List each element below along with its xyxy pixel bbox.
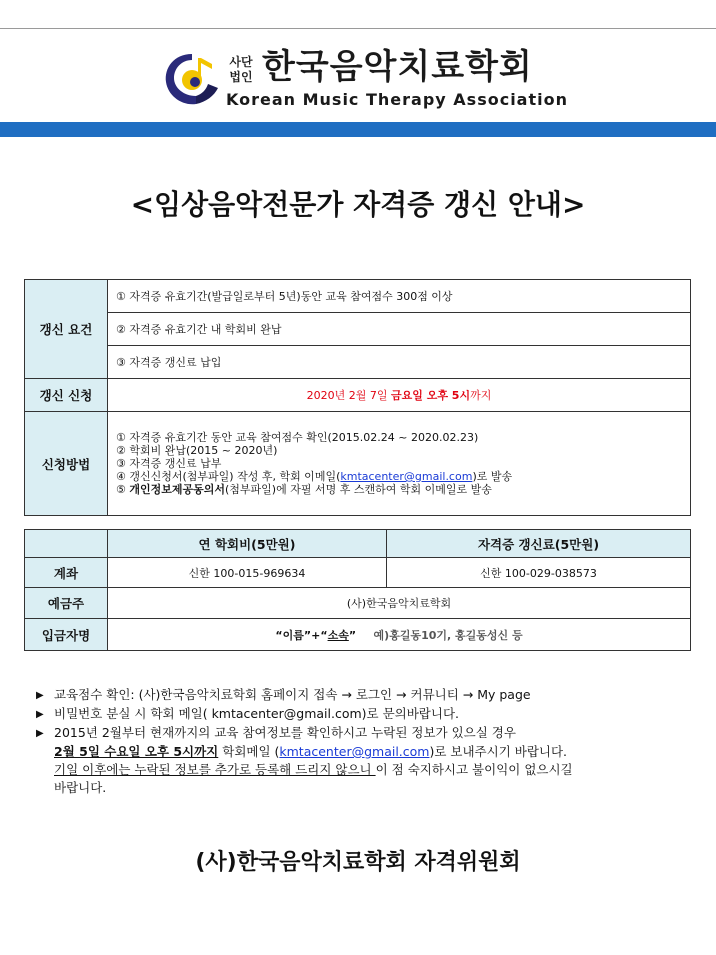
org-prefix	[226, 55, 256, 85]
renewal-info-table	[24, 279, 691, 516]
method-steps	[108, 412, 691, 516]
music-note-logo-icon	[162, 50, 224, 108]
email-link[interactable]: kmtacenter@gmail.com	[279, 744, 430, 759]
org-prefix-line2: 법인	[229, 70, 253, 84]
depositor-affiliation-part: 소속	[327, 628, 349, 642]
triangle-right-icon: ▶	[36, 690, 44, 701]
method-step-4-prefix: ④ 갱신신청서(첨부파일) 작성 후, 학회 이메일(	[116, 470, 341, 483]
depositor-label: 입금자명	[25, 619, 108, 651]
depositor-quote-close: ”	[348, 628, 357, 642]
deadline-suffix: 까지	[470, 389, 492, 402]
notes-section	[36, 686, 686, 797]
page-title: <임상음악전문가 자격증 갱신 안내>	[130, 188, 586, 221]
account-label: 계좌	[25, 558, 108, 588]
note-3-rest: 이 점 숙지하시고 불이익이 없으시길	[375, 762, 573, 777]
note-3-deadline-line	[36, 743, 686, 761]
triangle-right-icon: ▶	[36, 709, 44, 720]
method-step-2: ② 학회비 완납(2015 ~ 2020년)	[116, 444, 278, 457]
deadline-date: 2020년 2월 7일	[306, 389, 391, 402]
renewal-fee-header: 자격증 갱신료(5만원)	[387, 530, 691, 558]
note-3-warning: 기일 이후에는 누락된 정보를 추가로 등록해 드리지 않으니	[54, 762, 376, 777]
method-step-4	[116, 470, 682, 483]
method-step-3: ③ 자격증 갱신료 납부	[116, 457, 222, 470]
membership-account: 신한 100-015-969634	[108, 558, 387, 588]
email-link[interactable]: kmtacenter@gmail.com	[340, 470, 473, 483]
payment-header-blank	[25, 530, 108, 558]
note-item-2	[36, 705, 686, 724]
holder-label: 예금주	[25, 588, 108, 619]
triangle-right-icon: ▶	[36, 728, 44, 739]
renewal-account: 신한 100-029-038573	[387, 558, 691, 588]
depositor-format	[108, 619, 691, 651]
application-label: 갱신 신청	[25, 379, 108, 412]
note-3-warning-line	[36, 761, 686, 779]
note-3-mid: 학회메일 (	[218, 744, 280, 759]
note-3-deadline: 2월 5일 수요일 오후 5시까지	[54, 744, 219, 759]
header-color-band	[0, 122, 716, 137]
payment-table	[24, 529, 691, 651]
org-prefix-line1: 사단	[229, 55, 253, 69]
membership-fee-header: 연 학회비(5만원)	[108, 530, 387, 558]
method-step-1: ① 자격증 유효기간 동안 교육 참여점수 확인(2015.02.24 ~ 2020.02.23)	[116, 431, 479, 444]
deadline-time: 금요일 오후 5시	[391, 389, 471, 402]
depositor-name-part: “이름”+“	[275, 628, 328, 642]
application-deadline	[108, 379, 691, 412]
note-item-1	[36, 686, 686, 705]
requirement-item-2: ② 자격증 유효기간 내 학회비 완납	[108, 313, 691, 346]
method-step-5	[116, 483, 682, 496]
org-name-korean: 한국음악치료학회	[262, 47, 533, 87]
note-3-text: 2015년 2월부터 현재까지의 교육 참여정보를 확인하시고 누락된 정보가 있으실 경우	[54, 725, 516, 740]
method-step-5-prefix: ⑤	[116, 483, 130, 496]
requirement-item-3: ③ 자격증 갱신료 납입	[108, 346, 691, 379]
consent-form-name: 개인정보제공동의서	[129, 483, 225, 496]
note-3-closing: 바랍니다.	[54, 780, 107, 795]
depositor-example: 예)홍길동10기, 홍길동성신 등	[373, 628, 523, 642]
org-name-english: Korean Music Therapy Association	[226, 90, 568, 109]
method-label: 신청방법	[25, 412, 108, 516]
note-3-end: )로 보내주시기 바랍니다.	[429, 744, 568, 759]
top-divider	[0, 28, 716, 29]
note-item-3	[36, 724, 686, 743]
requirement-item-1: ① 자격증 유효기간(발급일로부터 5년)동안 교육 참여점수 300점 이상	[108, 280, 691, 313]
note-2-text: 비밀번호 분실 시 학회 메일( kmtacenter@gmail.com)로 문의바랍니다.	[54, 706, 459, 721]
method-step-4-suffix: )로 발송	[472, 470, 513, 483]
footer-committee: (사)한국음악치료학회 자격위원회	[195, 850, 521, 875]
method-step-5-suffix: (첨부파일)에 자필 서명 후 스캔하여 학회 이메일로 발송	[225, 483, 492, 496]
note-1-text: 교육점수 확인: (사)한국음악치료학회 홈페이지 접속 → 로그인 → 커뮤니티 → My page	[54, 687, 531, 702]
requirements-label: 갱신 요건	[25, 280, 108, 379]
account-holder: (사)한국음악치료학회	[108, 588, 691, 619]
